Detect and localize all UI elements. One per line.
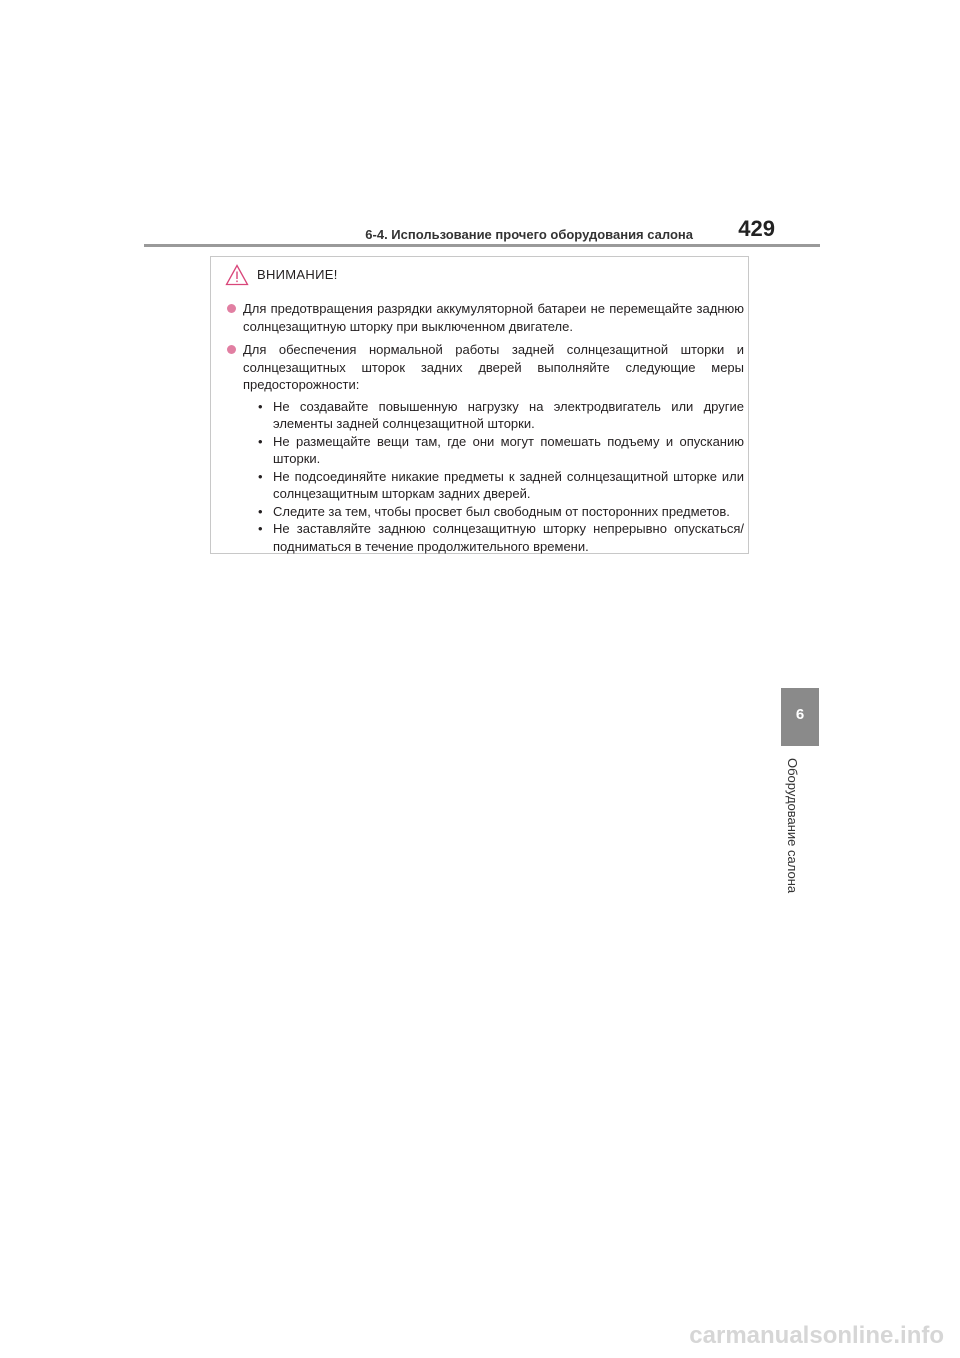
page-header — [144, 212, 820, 248]
warning-item-text: Для обеспечения нормальной работы задней солнцезащитной шторки и солнцезащитных шторок задних дверей выполняйте следующие меры предосторожности: — [243, 342, 744, 392]
warning-body — [227, 300, 744, 561]
precaution-item: • Не создавайте повышенную нагрузку на электродвигатель или другие элементы задней солнцезащитной шторки. — [258, 398, 744, 431]
header-rule — [144, 244, 820, 247]
precaution-text: Не подсоединяйте никакие предметы к задней солнцезащитной шторке или солнцезащитным шторкам задних дверей. — [273, 468, 744, 501]
chapter-label: Оборудование салона — [785, 758, 800, 894]
bullet-dot — [227, 345, 236, 354]
precaution-item: • Не размещайте вещи там, где они могут помешать подъему и опусканию шторки. — [258, 433, 744, 466]
watermark: carmanualsonline.info — [689, 1322, 944, 1349]
warning-item-text: Для предотвращения разрядки аккумуляторной батареи не перемещайте заднюю солнцезащитную шторку при выключенном двигателе. — [243, 301, 744, 334]
warning-triangle-icon — [225, 264, 249, 286]
precautions-list — [243, 398, 744, 556]
bullet-dot — [227, 304, 236, 313]
warning-item — [227, 300, 744, 335]
page-number: 429 — [738, 216, 775, 241]
chapter-number: 6 — [795, 706, 805, 723]
precaution-item: • Не заставляйте заднюю солнцезащитную шторку непрерывно опускаться/подниматься в течение продолжительного времени. — [258, 521, 744, 554]
warning-item — [227, 341, 744, 555]
precaution-text: Не размещайте вещи там, где они могут помешать подъему и опусканию шторки. — [273, 433, 744, 466]
section-title: 6-4. Использование прочего оборудования салона — [365, 227, 693, 242]
precaution-text: Не создавайте повышенную нагрузку на электродвигатель или другие элементы задней солнцезащитной шторки. — [273, 398, 744, 431]
precaution-item: • Следите за тем, чтобы просвет был свободным от посторонних предметов. — [258, 503, 730, 519]
warning-title: ВНИМАНИЕ! — [257, 267, 338, 282]
precaution-item: • Не подсоединяйте никакие предметы к задней солнцезащитной шторке или солнцезащитным шторкам задних дверей. — [258, 468, 744, 501]
warning-box — [210, 256, 749, 554]
chapter-tab — [781, 688, 819, 746]
precaution-text: Не заставляйте заднюю солнцезащитную шторку непрерывно опускаться/подниматься в течение продолжительного времени. — [273, 521, 744, 554]
precaution-text: Следите за тем, чтобы просвет был свободным от посторонних предметов. — [273, 503, 730, 519]
